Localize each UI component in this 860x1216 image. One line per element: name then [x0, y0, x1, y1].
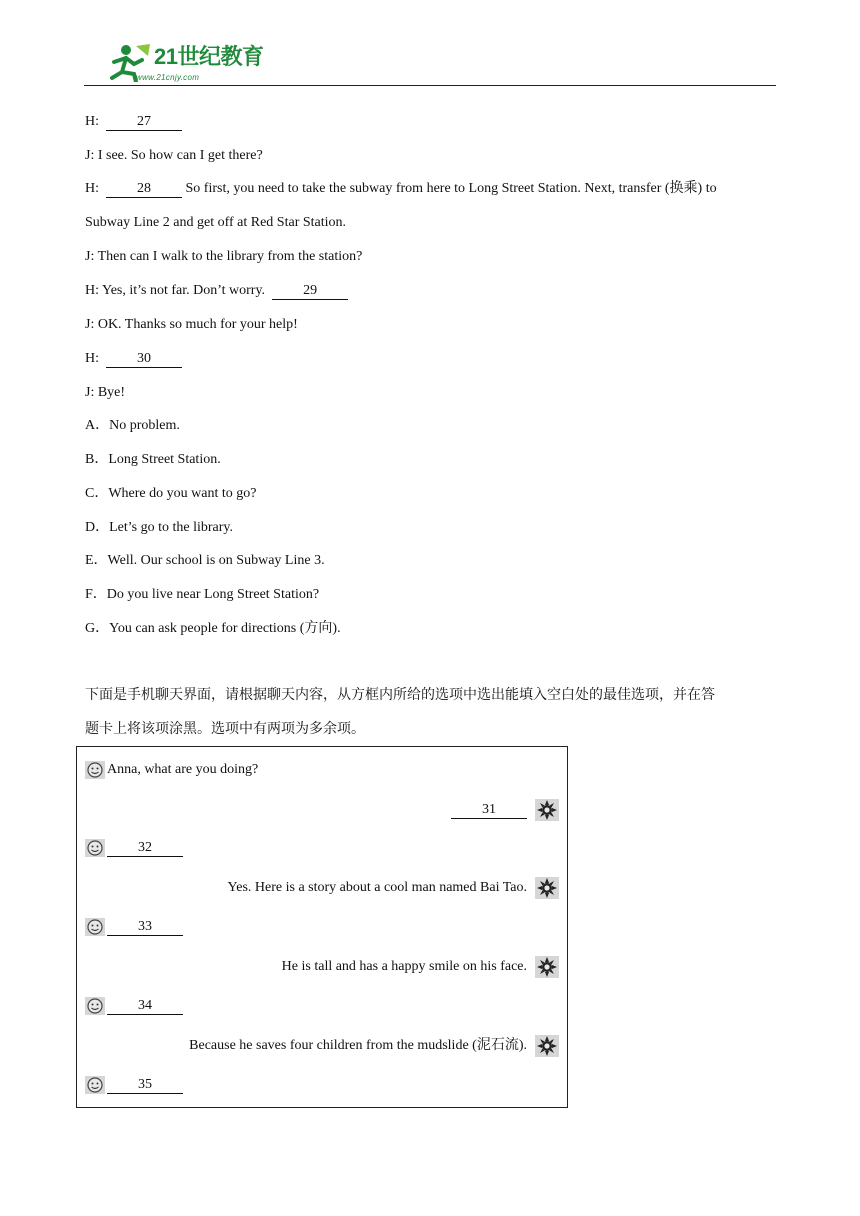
page-header — [84, 42, 776, 86]
option-e: E．Well. Our school is on Subway Line 3. — [85, 553, 325, 568]
dialogue-text: So first, you need to take the subway from here to Long Street Station. Next, transfer (换乘) to — [182, 181, 717, 196]
speaker-label: H: — [85, 181, 99, 196]
chat-message-left — [85, 761, 258, 779]
smiley-icon — [85, 839, 105, 857]
dialogue-line-h-30 — [85, 350, 182, 368]
answer-blank: 33 — [107, 919, 183, 936]
chat-text: Yes. Here is a story about a cool man named Bai Tao. — [227, 880, 527, 896]
option-g: G．You can ask people for directions (方向). — [85, 621, 341, 636]
sun-avatar-icon — [535, 877, 559, 899]
answer-blank: 28 — [106, 181, 182, 198]
speaker-label: H: — [85, 351, 99, 366]
dialogue-line-h-28 — [85, 180, 717, 198]
chat-text: Anna, what are you doing? — [107, 762, 259, 778]
dialogue-line: J: OK. Thanks so much for your help! — [85, 317, 298, 332]
dialogue-line-h-27 — [85, 113, 182, 131]
chat-message-left — [85, 918, 183, 936]
option-d: D．Let’s go to the library. — [85, 520, 234, 535]
chat-message-right — [228, 877, 559, 899]
smiley-icon — [85, 761, 105, 779]
dialogue-line-h-29 — [85, 282, 348, 300]
dialogue-line: J: Then can I walk to the library from the station? — [85, 249, 363, 264]
chat-message-left — [85, 1076, 183, 1094]
option-c: C．Where do you want to go? — [85, 486, 257, 501]
sun-avatar-icon — [535, 1035, 559, 1057]
answer-blank: 29 — [272, 283, 348, 300]
chat-message-left — [85, 997, 183, 1015]
speaker-label: H: — [85, 114, 99, 129]
smiley-icon — [85, 1076, 105, 1094]
chat-message-left — [85, 839, 183, 857]
sun-avatar-icon — [535, 956, 559, 978]
dialogue-text: H: Yes, it’s not far. Don’t worry. — [85, 283, 266, 298]
option-b: B．Long Street Station. — [85, 452, 221, 467]
chat-message-right — [282, 956, 559, 978]
answer-blank: 30 — [106, 351, 182, 368]
answer-blank: 34 — [107, 998, 183, 1015]
answer-blank: 31 — [451, 802, 527, 819]
instructions-line-2: 题卡上将该项涂黑。选项中有两项为多余项。 — [85, 721, 365, 737]
chat-text: He is tall and has a happy smile on his face. — [281, 959, 527, 975]
dialogue-line: J: Bye! — [85, 385, 126, 400]
answer-blank: 35 — [107, 1077, 183, 1094]
answer-blank: 32 — [107, 840, 183, 857]
chat-box — [76, 746, 568, 1108]
header-rule — [84, 85, 776, 86]
answer-blank: 27 — [106, 114, 182, 131]
sun-avatar-icon — [535, 799, 559, 821]
logo-text: 21世纪教育 — [154, 44, 264, 69]
option-f: F．Do you live near Long Street Station? — [85, 587, 320, 602]
chat-text: Because he saves four children from the mudslide (泥石流). — [189, 1038, 527, 1054]
instructions-line-1: 下面是手机聊天界面，请根据聊天内容，从方框内所给的选项中选出能填入空白处的最佳选项，并在答 — [85, 687, 715, 703]
logo-url: www.21cnjy.com — [136, 73, 200, 82]
smiley-icon — [85, 997, 105, 1015]
option-a: A．No problem. — [85, 418, 180, 433]
dialogue-line: Subway Line 2 and get off at Red Star Station. — [85, 215, 347, 230]
dialogue-line: J: I see. So how can I get there? — [85, 148, 263, 163]
smiley-icon — [85, 918, 105, 936]
chat-message-right — [189, 1035, 559, 1057]
chat-message-right — [451, 799, 559, 821]
